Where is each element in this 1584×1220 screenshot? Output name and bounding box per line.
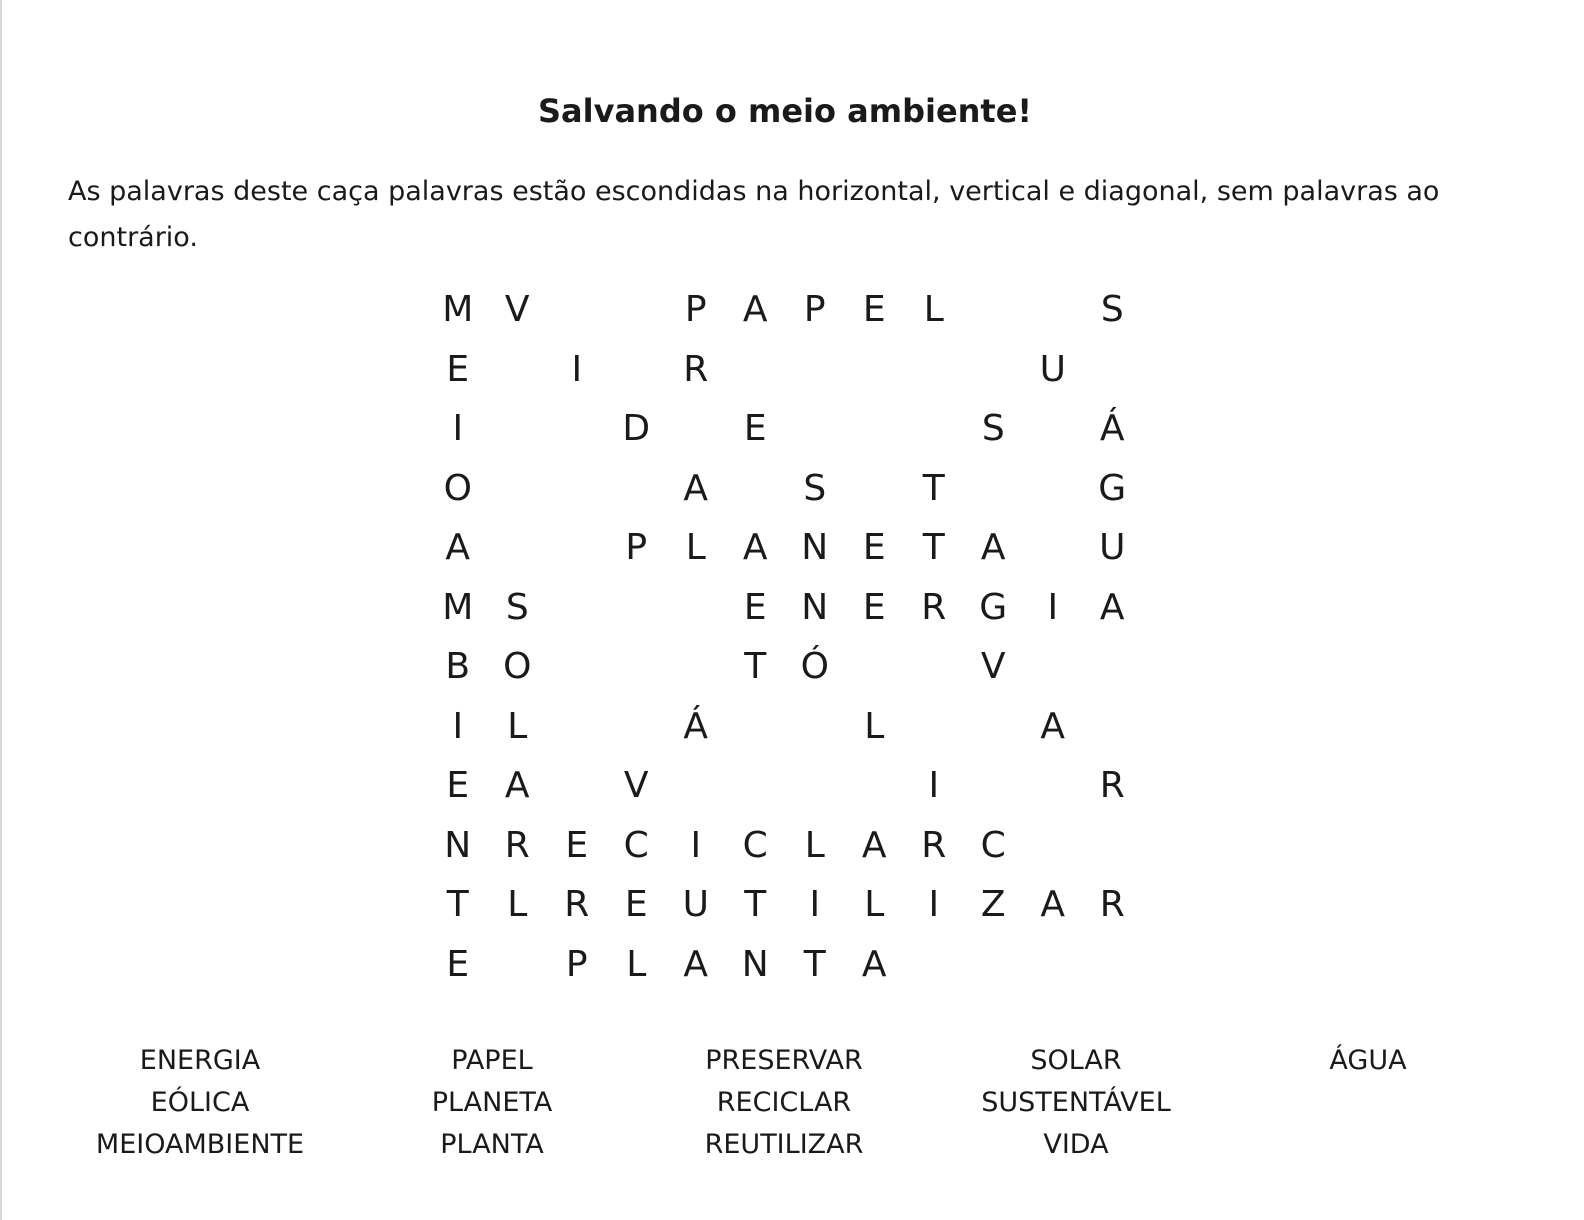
grid-cell[interactable] xyxy=(904,340,964,400)
grid-cell[interactable] xyxy=(547,459,607,519)
word-list-item: SOLAR xyxy=(1030,1045,1122,1076)
grid-cell[interactable]: R xyxy=(683,348,709,390)
grid-cell[interactable]: P xyxy=(803,289,826,331)
grid-cell[interactable]: M xyxy=(442,289,474,331)
grid-cell[interactable]: L xyxy=(804,824,825,866)
word-list-column xyxy=(930,1040,1222,1166)
grid-cell[interactable]: P xyxy=(684,289,707,331)
grid-cell[interactable] xyxy=(547,518,607,578)
grid-cell[interactable]: O xyxy=(443,467,472,509)
grid-cell[interactable] xyxy=(488,340,548,400)
word-list-item: MEIOAMBIENTE xyxy=(95,1129,305,1160)
grid-cell[interactable]: T xyxy=(446,884,469,926)
grid-cell[interactable] xyxy=(607,459,667,519)
grid-cell[interactable]: T xyxy=(744,646,767,688)
grid-cell[interactable]: R xyxy=(921,586,947,628)
word-list-item: PLANETA xyxy=(431,1087,553,1118)
grid-cell[interactable] xyxy=(607,280,667,340)
grid-cell[interactable] xyxy=(607,637,667,697)
grid-cell[interactable]: I xyxy=(928,765,940,807)
grid-cell[interactable]: L xyxy=(685,527,706,569)
grid-cell[interactable] xyxy=(666,756,726,816)
grid-cell[interactable]: N xyxy=(801,586,829,628)
grid-cell[interactable] xyxy=(726,459,786,519)
grid-cell[interactable]: N xyxy=(801,527,829,569)
grid-cell[interactable] xyxy=(1083,935,1143,995)
grid-cell[interactable]: R xyxy=(1099,765,1125,807)
word-list-column xyxy=(346,1040,638,1166)
grid-cell[interactable]: O xyxy=(503,646,532,688)
grid-cell[interactable]: G xyxy=(979,586,1008,628)
grid-cell[interactable] xyxy=(666,637,726,697)
grid-cell[interactable]: E xyxy=(743,586,767,628)
grid-cell[interactable] xyxy=(845,459,905,519)
grid-cell[interactable] xyxy=(785,399,845,459)
grid-cell[interactable] xyxy=(547,280,607,340)
grid-cell[interactable]: A xyxy=(980,527,1006,569)
grid-cell[interactable] xyxy=(964,340,1024,400)
grid-cell[interactable]: L xyxy=(507,884,528,926)
grid-cell[interactable]: R xyxy=(504,824,530,866)
word-list-item: PLANTA xyxy=(440,1129,544,1160)
grid-cell[interactable]: Ó xyxy=(800,646,829,688)
grid-cell[interactable]: S xyxy=(505,586,529,628)
grid-cell[interactable]: I xyxy=(452,408,464,450)
grid-cell[interactable] xyxy=(964,935,1024,995)
grid-cell[interactable] xyxy=(1023,637,1083,697)
grid-cell[interactable]: Á xyxy=(1099,408,1125,450)
grid-cell[interactable]: I xyxy=(571,348,583,390)
grid-cell[interactable] xyxy=(785,756,845,816)
grid-cell[interactable]: I xyxy=(809,884,821,926)
grid-cell[interactable]: P xyxy=(625,527,648,569)
grid-cell[interactable]: C xyxy=(742,824,768,866)
grid-cell[interactable] xyxy=(904,935,964,995)
grid-cell[interactable] xyxy=(785,340,845,400)
word-list-item: REUTILIZAR xyxy=(704,1129,864,1160)
grid-cell[interactable] xyxy=(1023,459,1083,519)
grid-cell[interactable] xyxy=(845,340,905,400)
grid-cell[interactable]: E xyxy=(862,289,886,331)
grid-cell[interactable]: T xyxy=(803,943,826,985)
grid-cell[interactable] xyxy=(547,578,607,638)
grid-cell[interactable] xyxy=(1083,816,1143,876)
word-list-column xyxy=(638,1040,930,1166)
grid-cell[interactable]: A xyxy=(742,289,768,331)
grid-cell[interactable]: E xyxy=(446,943,470,985)
grid-cell[interactable]: E xyxy=(446,765,470,807)
grid-cell[interactable] xyxy=(666,399,726,459)
grid-cell[interactable] xyxy=(1083,637,1143,697)
grid-cell[interactable]: T xyxy=(744,884,767,926)
grid-cell[interactable] xyxy=(547,697,607,757)
grid-cell[interactable] xyxy=(845,399,905,459)
word-list-column xyxy=(54,1040,346,1166)
grid-cell[interactable]: S xyxy=(803,467,827,509)
grid-cell[interactable]: A xyxy=(445,527,471,569)
grid-cell[interactable]: A xyxy=(1040,884,1066,926)
grid-cell[interactable]: S xyxy=(981,408,1005,450)
grid-cell[interactable]: A xyxy=(683,943,709,985)
grid-cell[interactable]: L xyxy=(864,705,885,747)
grid-cell[interactable]: G xyxy=(1098,467,1127,509)
word-list-item: RECICLAR xyxy=(716,1087,852,1118)
grid-cell[interactable] xyxy=(964,459,1024,519)
grid-cell[interactable] xyxy=(785,697,845,757)
grid-cell[interactable]: I xyxy=(452,705,464,747)
word-list xyxy=(54,1040,1514,1166)
grid-cell[interactable]: I xyxy=(1047,586,1059,628)
grid-cell[interactable]: A xyxy=(1099,586,1125,628)
grid-cell[interactable]: E xyxy=(862,586,886,628)
grid-cell[interactable] xyxy=(726,756,786,816)
grid-cell[interactable] xyxy=(1083,697,1143,757)
grid-cell[interactable] xyxy=(666,578,726,638)
grid-cell[interactable]: U xyxy=(1039,348,1066,390)
grid-cell[interactable] xyxy=(488,518,548,578)
grid-cell[interactable] xyxy=(1023,935,1083,995)
grid-cell[interactable] xyxy=(726,340,786,400)
grid-cell[interactable]: U xyxy=(1099,527,1126,569)
grid-cell[interactable]: A xyxy=(683,467,709,509)
grid-cell[interactable] xyxy=(964,280,1024,340)
grid-cell[interactable] xyxy=(488,459,548,519)
grid-cell[interactable] xyxy=(547,756,607,816)
grid-cell[interactable]: Á xyxy=(683,705,709,747)
grid-cell[interactable] xyxy=(547,399,607,459)
grid-cell[interactable]: A xyxy=(742,527,768,569)
grid-cell[interactable]: A xyxy=(861,943,887,985)
grid-cell[interactable]: R xyxy=(564,884,590,926)
grid-cell[interactable]: C xyxy=(980,824,1006,866)
grid-cell[interactable] xyxy=(845,637,905,697)
grid-cell[interactable] xyxy=(726,697,786,757)
grid-cell[interactable] xyxy=(1023,756,1083,816)
grid-cell[interactable] xyxy=(904,637,964,697)
grid-cell[interactable]: I xyxy=(690,824,702,866)
grid-cell[interactable] xyxy=(964,697,1024,757)
grid-cell[interactable] xyxy=(607,697,667,757)
word-list-item: PRESERVAR xyxy=(705,1045,863,1076)
grid-cell[interactable]: I xyxy=(928,884,940,926)
grid-cell[interactable]: L xyxy=(923,289,944,331)
grid-cell[interactable] xyxy=(607,340,667,400)
grid-cell[interactable] xyxy=(845,756,905,816)
grid-cell[interactable]: E xyxy=(565,824,589,866)
word-search-grid xyxy=(428,280,1142,994)
grid-cell[interactable]: A xyxy=(1040,705,1066,747)
word-list-item: EÓLICA xyxy=(150,1087,250,1118)
grid-cell[interactable] xyxy=(1023,280,1083,340)
grid-cell[interactable]: E xyxy=(624,884,648,926)
grid-cell[interactable]: T xyxy=(922,527,945,569)
grid-cell[interactable]: V xyxy=(980,646,1006,688)
word-list-item: ENERGIA xyxy=(139,1045,261,1076)
grid-cell[interactable]: L xyxy=(864,884,885,926)
grid-cell[interactable]: S xyxy=(1100,289,1124,331)
grid-cell[interactable]: M xyxy=(442,586,474,628)
grid-cell[interactable]: Z xyxy=(980,884,1006,926)
word-list-item: PAPEL xyxy=(451,1045,533,1076)
grid-cell[interactable]: U xyxy=(682,884,709,926)
grid-cell[interactable]: R xyxy=(1099,884,1125,926)
grid-cell[interactable] xyxy=(1023,518,1083,578)
grid-cell[interactable] xyxy=(1083,340,1143,400)
word-list-column xyxy=(1222,1040,1514,1166)
grid-cell[interactable]: E xyxy=(743,408,767,450)
grid-cell[interactable]: L xyxy=(626,943,647,985)
grid-cell[interactable]: V xyxy=(623,765,649,807)
grid-cell[interactable] xyxy=(1023,399,1083,459)
grid-cell[interactable]: E xyxy=(862,527,886,569)
grid-cell[interactable]: N xyxy=(444,824,472,866)
grid-cell[interactable]: L xyxy=(507,705,528,747)
grid-cell[interactable] xyxy=(547,637,607,697)
grid-cell[interactable]: N xyxy=(741,943,769,985)
grid-cell[interactable]: V xyxy=(504,289,530,331)
grid-cell[interactable] xyxy=(904,697,964,757)
page-left-border xyxy=(0,0,2,1220)
grid-cell[interactable] xyxy=(964,756,1024,816)
grid-cell[interactable]: B xyxy=(445,646,471,688)
grid-cell[interactable] xyxy=(1023,816,1083,876)
grid-cell[interactable]: R xyxy=(921,824,947,866)
word-list-item: ÁGUA xyxy=(1329,1045,1407,1076)
grid-cell[interactable] xyxy=(607,578,667,638)
grid-cell[interactable] xyxy=(488,399,548,459)
grid-cell[interactable]: C xyxy=(623,824,649,866)
grid-cell[interactable]: T xyxy=(922,467,945,509)
word-list-item: VIDA xyxy=(1043,1129,1109,1160)
grid-cell[interactable]: D xyxy=(622,408,651,450)
grid-cell[interactable]: A xyxy=(861,824,887,866)
grid-cell[interactable]: E xyxy=(446,348,470,390)
word-list-item: SUSTENTÁVEL xyxy=(981,1087,1171,1118)
page-title: Salvando o meio ambiente! xyxy=(537,92,1033,131)
grid-cell[interactable] xyxy=(488,935,548,995)
grid-cell[interactable] xyxy=(904,399,964,459)
grid-cell[interactable]: A xyxy=(504,765,530,807)
grid-cell[interactable]: P xyxy=(565,943,588,985)
instructions-text: As palavras deste caça palavras estão escondidas na horizontal, vertical e diagonal, sem palavras ao contrário. xyxy=(68,176,1440,253)
